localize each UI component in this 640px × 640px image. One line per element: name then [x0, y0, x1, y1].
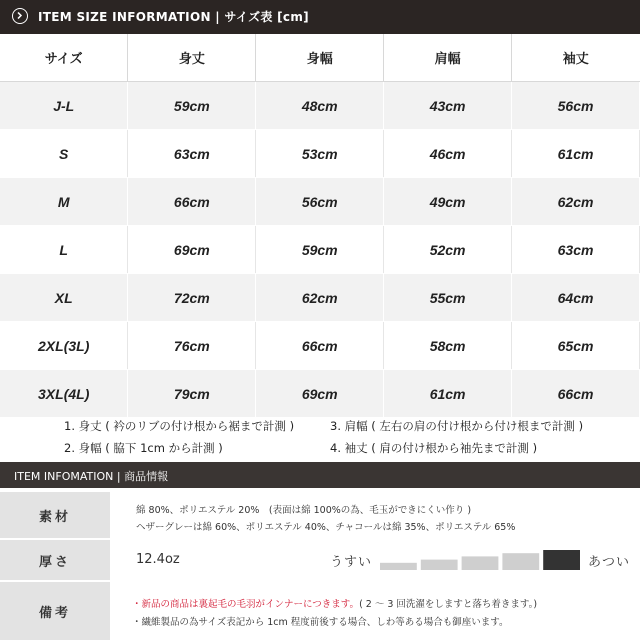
cell-size: J-L: [0, 82, 128, 130]
table-row: [0, 226, 640, 274]
cell-sleeve: 62cm: [512, 178, 640, 226]
chevron-right-circle-icon: [12, 8, 28, 24]
cell-length: 66cm: [128, 178, 256, 226]
remarks-wash-note: ( 2 ～ 3 回洗濯をしますと落ち着きます。): [359, 599, 538, 610]
cell-length: 69cm: [128, 226, 256, 274]
material-line-1: 綿 80%、ポリエステル 20% (表面は綿 100%の為、毛玉ができにくい作り ): [136, 505, 472, 516]
cell-length: 76cm: [128, 322, 256, 370]
material-body: [110, 492, 640, 538]
note-length: 1. 身丈 ( 衿のリブの付け根から裾まで計測 ): [64, 419, 295, 433]
cell-shoulder: 52cm: [384, 226, 512, 274]
thickness-row: [0, 540, 640, 580]
cell-width: 56cm: [256, 178, 384, 226]
thickness-body: [110, 540, 640, 580]
thickness-level: [421, 560, 458, 570]
note-width: 2. 身幅 ( 脇下 1cm から計測 ): [64, 441, 223, 455]
table-row: [0, 322, 640, 370]
table-row: [0, 178, 640, 226]
material-row: [0, 492, 640, 538]
cell-size: L: [0, 226, 128, 274]
remarks-row: [0, 582, 640, 640]
table-row: [0, 274, 640, 322]
cell-width: 53cm: [256, 130, 384, 178]
cell-width: 66cm: [256, 322, 384, 370]
col-header-shoulder: 肩幅: [384, 34, 512, 82]
col-header-size: サイズ: [0, 34, 128, 82]
cell-length: 63cm: [128, 130, 256, 178]
cell-width: 62cm: [256, 274, 384, 322]
table-row: [0, 82, 640, 130]
cell-size: S: [0, 130, 128, 178]
thickness-scale: [380, 550, 580, 570]
cell-width: 69cm: [256, 370, 384, 418]
cell-sleeve: 64cm: [512, 274, 640, 322]
cell-sleeve: 61cm: [512, 130, 640, 178]
material-label: 素材: [0, 492, 110, 538]
thickness-level: [380, 563, 417, 570]
remarks-label: 備考: [0, 582, 110, 640]
size-table: [0, 34, 640, 418]
cell-shoulder: 46cm: [384, 130, 512, 178]
thickness-label: 厚さ: [0, 540, 110, 580]
remarks-body: [110, 582, 640, 640]
cell-length: 79cm: [128, 370, 256, 418]
cell-sleeve: 56cm: [512, 82, 640, 130]
thickness-thick-label: あつい: [588, 555, 631, 570]
item-info-title: ITEM INFOMATION | 商品情報: [14, 470, 169, 483]
remarks-line-1: [132, 596, 537, 610]
cell-size: XL: [0, 274, 128, 322]
thickness-level: [462, 556, 499, 570]
remarks-line-2: ・繊維製品の為サイズ表記から 1cm 程度前後する場合、しわ等ある場合も御座います。: [132, 617, 509, 628]
cell-sleeve: 66cm: [512, 370, 640, 418]
cell-shoulder: 61cm: [384, 370, 512, 418]
cell-shoulder: 49cm: [384, 178, 512, 226]
cell-size: 3XL(4L): [0, 370, 128, 418]
col-header-length: 身丈: [128, 34, 256, 82]
material-line-2: ヘザーグレーは綿 60%、ポリエステル 40%、チャコールは綿 35%、ポリエステル 65%: [136, 522, 516, 533]
cell-shoulder: 55cm: [384, 274, 512, 322]
col-header-sleeve: 袖丈: [512, 34, 640, 82]
table-row: [0, 130, 640, 178]
cell-length: 72cm: [128, 274, 256, 322]
note-sleeve: 4. 袖丈 ( 肩の付け根から袖先まで計測 ): [330, 441, 538, 455]
cell-sleeve: 63cm: [512, 226, 640, 274]
col-header-width: 身幅: [256, 34, 384, 82]
note-shoulder: 3. 肩幅 ( 左右の肩の付け根から付け根まで計測 ): [330, 419, 584, 433]
thickness-value: 12.4oz: [136, 552, 180, 567]
thickness-thin-label: うすい: [330, 555, 373, 570]
size-info-header: [0, 0, 640, 34]
cell-sleeve: 65cm: [512, 322, 640, 370]
thickness-level-selected: [543, 550, 580, 570]
cell-size: 2XL(3L): [0, 322, 128, 370]
item-info-header: [0, 462, 640, 488]
measurement-notes: [0, 412, 640, 458]
cell-length: 59cm: [128, 82, 256, 130]
size-info-title: ITEM SIZE INFORMATION | サイズ表 [cm]: [38, 10, 309, 24]
remarks-warning: ・新品の商品は裏起毛の毛羽がインナーにつきます。: [132, 599, 360, 610]
table-row: [0, 370, 640, 418]
cell-size: M: [0, 178, 128, 226]
size-table-header-row: [0, 34, 640, 82]
cell-shoulder: 58cm: [384, 322, 512, 370]
cell-width: 48cm: [256, 82, 384, 130]
thickness-level: [502, 553, 539, 570]
cell-shoulder: 43cm: [384, 82, 512, 130]
cell-width: 59cm: [256, 226, 384, 274]
